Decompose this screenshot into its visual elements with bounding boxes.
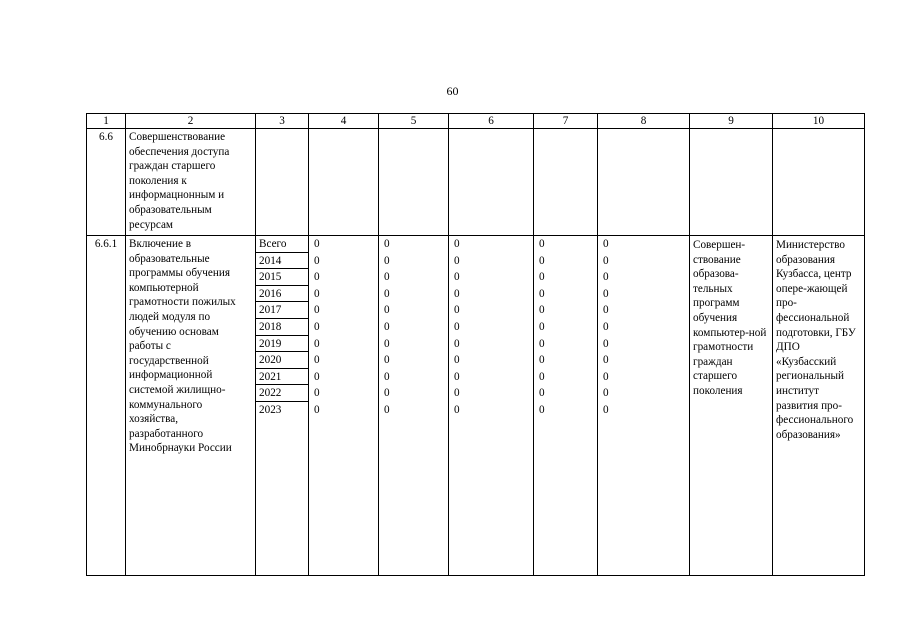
value-cell: 0 [454,304,460,317]
measure-name: Совершенствование обеспечения доступа граждан старшего поколения к информацнонным и образовательным ресурсам [126,129,256,236]
value-cell: 0 [603,271,609,284]
value-cell: 0 [603,387,609,400]
measure-name: Включение в образовательные программы обучения компьютерной грамотности пожилых людей модуля по обучению основам работы с государственной информационной системой жилищно-коммунального хозяйства, разработанного Минобрнауки России [126,236,256,576]
year-label: 2014 [256,253,308,270]
page-number: 60 [446,84,459,98]
value-cell: 0 [603,287,609,300]
row-number: 6.6 [87,129,126,236]
value-cell: 0 [539,304,545,317]
year-label: 2023 [259,403,282,416]
value-cell: 0 [454,370,460,383]
value-cell: 0 [384,370,390,383]
value-cell: 0 [314,403,320,416]
value-cell: 0 [314,271,320,284]
header-cell: 7 [534,114,598,129]
header-cell: 1 [87,114,126,129]
header-cell: 5 [379,114,449,129]
values-col4 [309,236,379,576]
value-cell: 0 [454,271,460,284]
value-cell: 0 [539,370,545,383]
value-cell: 0 [454,354,460,367]
executor: Министерство образования Кузбасса, центр опере-жающей про-фессиональной подготовки, ГБУ ДПО «Кузбасский региональный институт развития про-фессионального образования» [773,236,865,576]
value-cell: 0 [539,320,545,333]
value-cell: 0 [384,387,390,400]
value-cell: 0 [454,337,460,350]
value-cell: 0 [314,370,320,383]
header-row [87,114,865,129]
header-cell: 4 [309,114,379,129]
header-cell: 3 [256,114,309,129]
values-col7 [534,236,598,576]
value-cell: 0 [314,304,320,317]
value-cell: 0 [384,403,390,416]
value-cell: 0 [384,271,390,284]
years-cell [256,236,309,576]
values-col8 [598,236,690,576]
year-label: 2019 [256,336,308,353]
header-cell: 9 [690,114,773,129]
value-cell: 0 [603,337,609,350]
value-cell: 0 [454,403,460,416]
value-cell: 0 [539,287,545,300]
year-label: Всего [256,236,308,253]
value-cell: 0 [314,254,320,267]
header-cell: 8 [598,114,690,129]
value-cell: 0 [384,287,390,300]
value-cell: 0 [539,403,545,416]
value-cell: 0 [454,254,460,267]
value-cell: 0 [539,337,545,350]
value-cell: 0 [314,320,320,333]
table-row [87,236,865,576]
value-cell: 0 [539,354,545,367]
value-cell: 0 [603,254,609,267]
year-label: 2021 [256,369,308,386]
value-cell: 0 [314,238,320,250]
value-cell: 0 [384,254,390,267]
table-row [87,129,865,236]
year-label: 2020 [256,352,308,369]
value-cell: 0 [539,254,545,267]
year-label: 2015 [256,269,308,286]
value-cell: 0 [539,387,545,400]
value-cell: 0 [314,337,320,350]
value-cell: 0 [539,271,545,284]
value-cell: 0 [384,304,390,317]
value-cell: 0 [603,370,609,383]
header-cell: 2 [126,114,256,129]
year-label: 2018 [256,319,308,336]
value-cell: 0 [603,403,609,416]
row-number: 6.6.1 [87,236,126,576]
value-cell: 0 [603,238,609,250]
year-label: 2016 [256,286,308,303]
value-cell: 0 [314,354,320,367]
program-table [86,113,865,576]
value-cell: 0 [454,238,460,250]
value-cell: 0 [384,337,390,350]
value-cell: 0 [384,354,390,367]
header-cell: 10 [773,114,865,129]
value-cell: 0 [454,320,460,333]
year-label: 2017 [256,302,308,319]
value-cell: 0 [603,320,609,333]
value-cell: 0 [384,320,390,333]
value-cell: 0 [454,387,460,400]
values-col5 [379,236,449,576]
value-cell: 0 [314,387,320,400]
value-cell: 0 [539,238,545,250]
value-cell: 0 [454,287,460,300]
value-cell: 0 [603,354,609,367]
value-cell: 0 [384,238,390,250]
header-cell: 6 [449,114,534,129]
value-cell: 0 [314,287,320,300]
expected-result: Совершен-ствование образова-тельных программ обучения компьютер-ной грамотности граждан старшего поколения [690,236,773,576]
value-cell: 0 [603,304,609,317]
values-col6 [449,236,534,576]
year-label: 2022 [256,385,308,402]
